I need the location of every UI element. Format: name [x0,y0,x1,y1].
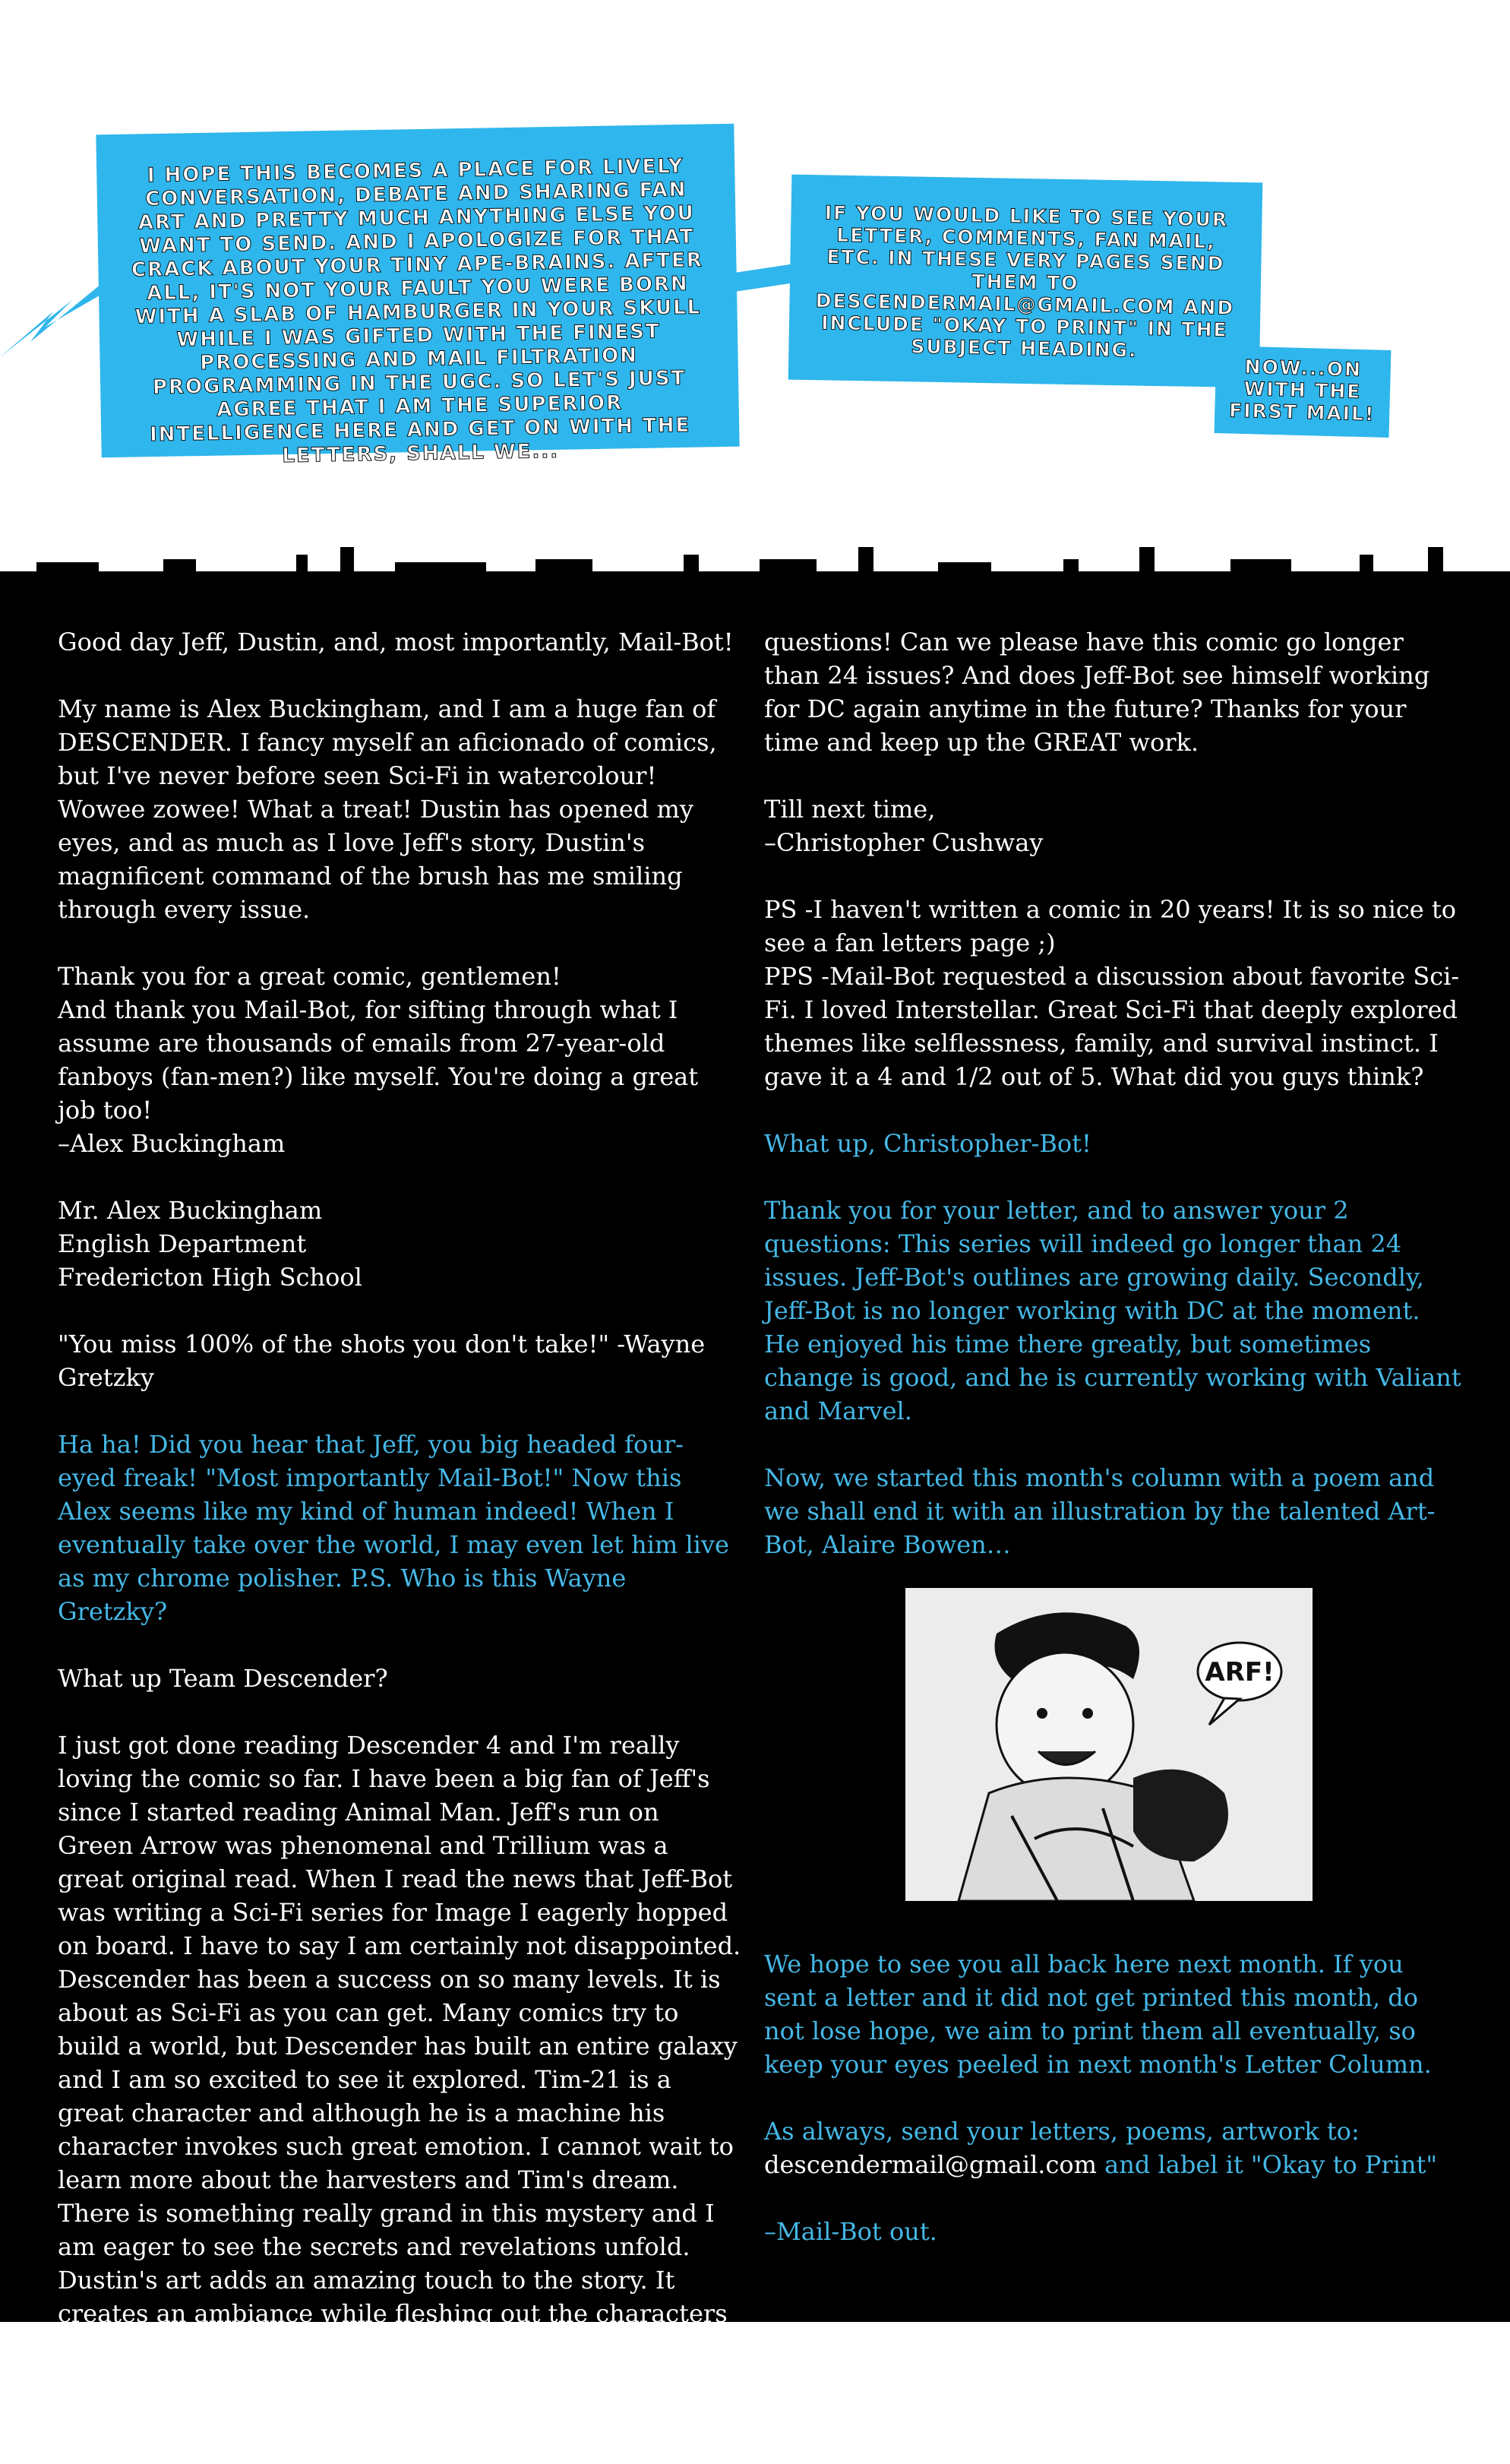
speech-bubble-submit: IF YOU WOULD LIKE TO SEE YOUR LETTER, COMMENTS, FAN MAIL, ETC. IN THESE VERY PAGES SEND THEM TO DESCENDERMAIL@GMAIL.COM AND INCLUDE "OKAY TO PRINT" IN THE SUBJECT HEADING. [788,175,1263,388]
skyline-divider [0,486,1510,593]
mailbot-signoff: –Mail-Bot out. [764,2217,937,2246]
mailbot-reply-answer: Thank you for your letter, and to answer your 2 questions: This series will indeed go longer than 24 issues. Jeff-Bot's outlines are growing daily. Secondly, Jeff-Bot is no longer working with DC at the moment. He enjoyed his time there greatly, but sometimes change is good, and he is currently working with Valiant and Marvel. [764,1196,1461,1425]
letter-thanks: Thank you for a great comic, gentlemen! And thank you Mail-Bot, for sifting through what I assume are thousands of emails from 27-year-old fanboys (fan-men?) like myself. You're doing a great job too! –Alex Buckingham [58,962,699,1158]
closing-contact-lead: As always, send your letters, poems, artwork to: [764,2117,1360,2146]
letter-signoff: Till next time, –Christopher Cushway [764,795,1044,857]
header-area [0,0,1510,577]
left-column [58,625,741,2464]
letter-greeting-2: What up Team Descender? [58,1664,388,1693]
letter-body-2: I just got done reading Descender 4 and I'm really loving the comic so far. I have been a big fan of Jeff's since I started reading Animal Man. Jeff's run on Green Arrow was phenomenal and Trillium was a great original read. When I read the news that Jeff-Bot was writing a Sci-Fi series for Image I eagerly hopped on board. I have to say I am certainly not disappointed. Descender has been a success on so many levels. It is about as Sci-Fi as you can get. Many comics try to build a world, but Descender has built an entire galaxy and I am so excited to see it explored. Tim-21 is a great character and although he is a machine his character invokes such great emotion. I cannot wait to learn more about the harvesters and Tim's dream. There is something really grand in this mystery and I am eager to see the secrets and revelations unfold. Dustin's art adds an amazing touch to the story. It creates an ambiance while fleshing out the characters emotions & attitudes and it is truly unique. I love where the story is going and save Tim and Driller Killer from the Melting Pits! I just got two [58,1731,741,2428]
fan-art-drawing [905,1588,1313,1901]
letter-paragraph: My name is Alex Buckingham, and I am a huge fan of DESCENDER. I fancy myself an aficionado of comics, but I've never before seen Sci-Fi in watercolour! Wowee zowee! What a treat! Dustin has opened my eyes, and as much as I love Jeff's story, Dustin's magnificent command of the brush has me smiling through every issue. [58,694,717,924]
letter-questions: questions! Can we please have this comic go longer than 24 issues? And does Jeff-Bot see himself working for DC again anytime in the future? Thanks for your time and keep up the GREAT work. [764,628,1430,757]
letter-postscript: PS -I haven't written a comic in 20 years! It is so nice to see a fan letters page ;) PPS -Mail-Bot requested a discussion about favorite Sci-Fi. I loved Interstellar. Great Sci-Fi that deeply explored themes like selflessness, family, and survival instinct. I gave it a 4 and 1/2 out of 5. What did you guys think? [764,895,1460,1091]
closing-contact-tail: and label it "Okay to Print" [1104,2150,1438,2179]
art-caption: ARF! [1205,1657,1275,1687]
fan-art-illustration [905,1588,1313,1901]
letter-quote: "You miss 100% of the shots you don't take!" -Wayne Gretzky [58,1330,706,1392]
closing-paragraph: We hope to see you all back here next month. If you sent a letter and it did not get printed this month, do not lose hope, we aim to print them all eventually, so keep your eyes peeled in next month's Letter Column. [764,1950,1432,2079]
right-column [764,625,1463,1595]
contact-email: descendermail@gmail.com [764,2150,1097,2179]
mailbot-reply-greeting: What up, Christopher-Bot! [764,1129,1091,1158]
letter-greeting: Good day Jeff, Dustin, and, most importantly, Mail-Bot! [58,628,734,656]
closing-block [764,1947,1463,2282]
speech-bubble-now: NOW...ON WITH THE FIRST MAIL! [1215,346,1392,438]
closing-contact [764,2114,1463,2181]
letter-address: Mr. Alex Buckingham English Department Fredericton High School [58,1196,362,1292]
mailbot-reply-intro-art: Now, we started this month's column with a poem and we shall end it with an illustration by the talented Art-Bot, Alaire Bowen… [764,1463,1436,1559]
mailbot-reply: Ha ha! Did you hear that Jeff, you big headed four-eyed freak! "Most importantly Mail-Bot!" Now this Alex seems like my kind of human indeed! When I eventually take over the world, I may even let him live as my chrome polisher. P.S. Who is this Wayne Gretzky? [58,1430,729,1626]
speech-bubble-intro: I HOPE THIS BECOMES A PLACE FOR LIVELY CONVERSATION, DEBATE AND SHARING FAN ART AND PRETTY MUCH ANYTHING ELSE YOU WANT TO SEND. AND I APOLOGIZE FOR THAT CRACK ABOUT YOUR TINY APE-BRAINS. AFTER ALL, IT'S NOT YOUR FAULT YOU WERE BORN WITH A SLAB OF HAMBURGER IN YOUR SKULL WHILE I WAS GIFTED WITH THE FINEST PROCESSING AND MAIL FILTRATION PROGRAMMING IN THE UGC. SO LET'S JUST AGREE THAT I AM THE SUPERIOR INTELLIGENCE HERE AND GET ON WITH THE LETTERS, SHALL WE... [96,124,739,458]
